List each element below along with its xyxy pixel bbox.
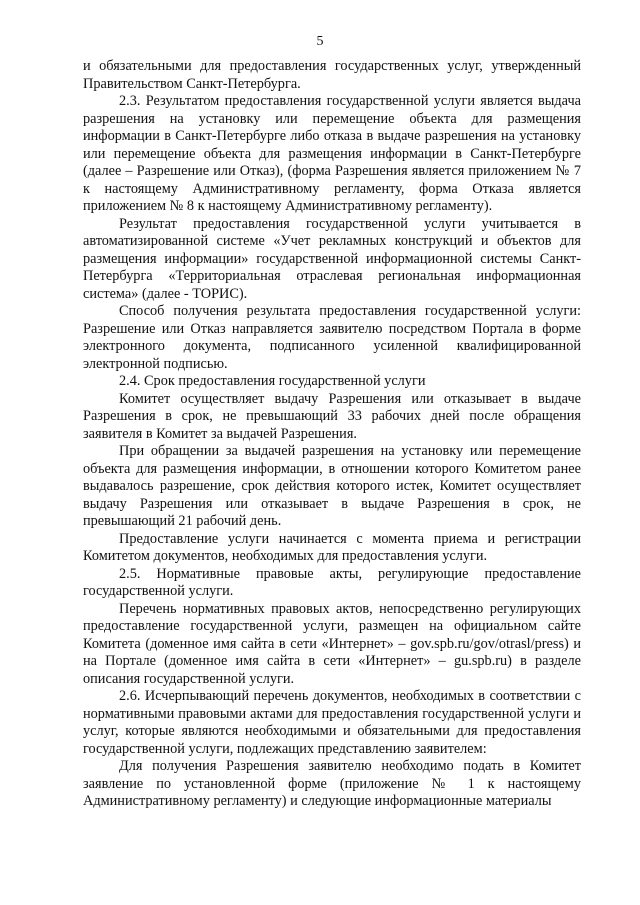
paragraph-section-2-6: 2.6. Исчерпывающий перечень документов, необходимых в соответствии с нормативными правовыми актами для предоставления государственной услуги и услуг, которые являются необходимыми и обязательными для предоставления государственной услуги, подлежащих представлению заявителем: (83, 688, 581, 757)
paragraph-term-33-days: Комитет осуществляет выдачу Разрешения или отказывает в выдаче Разрешения в срок, не превышающий 33 рабочих дней после обращения заявителя в Комитет за выдачей Разрешения. (83, 390, 581, 442)
paragraph-term-21-day: При обращении за выдачей разрешения на установку или перемещение объекта для размещения информации, в отношении которого Комитетом ранее выдавалось разрешение, срок действия которого истек, Комитет осуществляет выдачу Разрешения или отказывает в выдаче Разрешения в срок, не превышающий 21 рабочий день. (83, 443, 581, 529)
paragraph-result-toris: Результат предоставления государственной услуги учитывается в автоматизированной системе «Учет рекламных конструкций и объектов для размещения информации» государственной информационной системы Санкт-Петербурга «Территориальная отраслевая региональная информационная система» (далее - ТОРИС). (83, 215, 581, 302)
paragraph-legal-acts-list: Перечень нормативных правовых актов, непосредственно регулирующих предоставление государственной услуги, размещен на официальном сайте Комитета (доменное имя сайта в сети «Интернет» – gov.spb.ru/gov/otrasl/press) и на Портале (доменное имя сайта в сети «Интернет» – gu.spb.ru) в разделе описания государственной услуги. (83, 600, 581, 687)
body-text (83, 58, 581, 811)
paragraph-section-2-4-heading: 2.4. Срок предоставления государственной услуги (119, 373, 426, 389)
paragraph-result-method: Способ получения результата предоставления государственной услуги: Разрешение или Отказ направляется заявителю посредством Портала в форме электронного документа, подписанного усиленной квалифицированной электронной подписью. (83, 303, 581, 372)
paragraph-section-2-5-heading: 2.5. Нормативные правовые акты, регулирующие предоставление государственной услуги. (83, 565, 581, 599)
paragraph-application: Для получения Разрешения заявителю необходимо подать в Комитет заявление по установленной форме (приложение № 1 к настоящему Административному регламенту) и следующие информационные материалы (83, 758, 581, 809)
paragraph-service-start: Предоставление услуги начинается с момента приема и регистрации Комитетом документов, необходимых для предоставления услуги. (83, 530, 581, 564)
paragraph-continuation: и обязательными для предоставления государственных услуг, утвержденный Правительством Санкт-Петербурга. (83, 58, 581, 92)
paragraph-section-2-3: 2.3. Результатом предоставления государственной услуги является выдача разрешения на установку или перемещение объекта для размещения информации в Санкт-Петербурге либо отказа в выдаче разрешения на установку или перемещение объекта для размещения информации в Санкт-Петербурге (далее – Разрешение или Отказ), (форма Разрешения является приложением № 7 к настоящему Административному регламенту, форма Отказа является приложением № 8 к настоящему Административному регламенту). (83, 93, 581, 214)
page-number: 5 (316, 34, 324, 49)
